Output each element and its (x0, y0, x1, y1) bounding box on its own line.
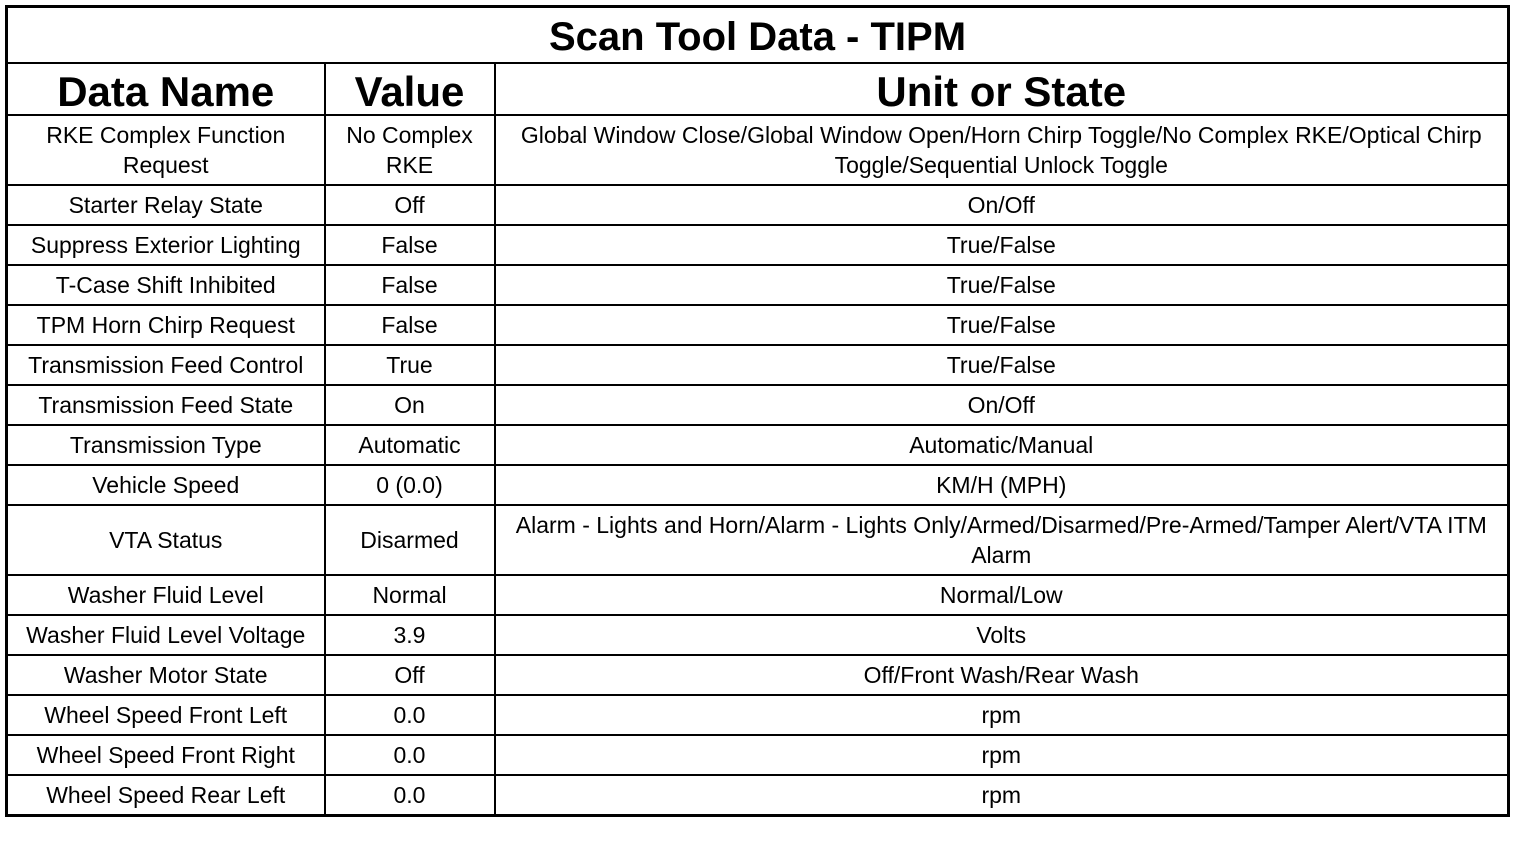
value-cell: 0.0 (325, 735, 495, 775)
data-name-cell: Suppress Exterior Lighting (7, 225, 325, 265)
value-cell: Normal (325, 575, 495, 615)
unit-cell: Volts (495, 615, 1509, 655)
table-row (7, 345, 1509, 385)
data-name-cell: Washer Motor State (7, 655, 325, 695)
unit-cell: Global Window Close/Global Window Open/Horn Chirp Toggle/No Complex RKE/Optical Chirp Toggle/Sequential Unlock Toggle (495, 115, 1509, 185)
table-row (7, 185, 1509, 225)
table-row (7, 735, 1509, 775)
unit-cell: On/Off (495, 185, 1509, 225)
unit-cell: Normal/Low (495, 575, 1509, 615)
value-cell: Automatic (325, 425, 495, 465)
table-body (7, 115, 1509, 816)
table-row (7, 505, 1509, 575)
value-cell: False (325, 265, 495, 305)
value-cell: Off (325, 185, 495, 225)
table-row (7, 425, 1509, 465)
value-cell: 0.0 (325, 775, 495, 816)
value-cell: 3.9 (325, 615, 495, 655)
column-header-value: Value (325, 63, 495, 115)
table-row (7, 575, 1509, 615)
data-name-cell: VTA Status (7, 505, 325, 575)
unit-cell: Automatic/Manual (495, 425, 1509, 465)
scan-tool-data-table (5, 5, 1510, 817)
column-header-data-name: Data Name (7, 63, 325, 115)
table-row (7, 775, 1509, 816)
table-title: Scan Tool Data - TIPM (7, 7, 1509, 64)
value-cell: True (325, 345, 495, 385)
data-name-cell: T-Case Shift Inhibited (7, 265, 325, 305)
unit-cell: True/False (495, 265, 1509, 305)
table-row (7, 115, 1509, 185)
table-row (7, 615, 1509, 655)
data-name-cell: Transmission Feed Control (7, 345, 325, 385)
data-name-cell: RKE Complex Function Request (7, 115, 325, 185)
value-cell: Off (325, 655, 495, 695)
data-name-cell: TPM Horn Chirp Request (7, 305, 325, 345)
data-name-cell: Wheel Speed Front Right (7, 735, 325, 775)
table-row (7, 465, 1509, 505)
table-row (7, 695, 1509, 735)
column-header-unit-or-state: Unit or State (495, 63, 1509, 115)
value-cell: 0.0 (325, 695, 495, 735)
data-name-cell: Vehicle Speed (7, 465, 325, 505)
unit-cell: True/False (495, 225, 1509, 265)
data-name-cell: Transmission Type (7, 425, 325, 465)
table-row (7, 305, 1509, 345)
unit-cell: KM/H (MPH) (495, 465, 1509, 505)
value-cell: False (325, 225, 495, 265)
data-name-cell: Wheel Speed Front Left (7, 695, 325, 735)
table-row (7, 385, 1509, 425)
unit-cell: rpm (495, 695, 1509, 735)
unit-cell: rpm (495, 775, 1509, 816)
unit-cell: Off/Front Wash/Rear Wash (495, 655, 1509, 695)
unit-cell: True/False (495, 305, 1509, 345)
data-name-cell: Starter Relay State (7, 185, 325, 225)
value-cell: On (325, 385, 495, 425)
table-row (7, 265, 1509, 305)
data-name-cell: Wheel Speed Rear Left (7, 775, 325, 816)
table-row (7, 225, 1509, 265)
data-name-cell: Transmission Feed State (7, 385, 325, 425)
table-row (7, 655, 1509, 695)
unit-cell: Alarm - Lights and Horn/Alarm - Lights Only/Armed/Disarmed/Pre-Armed/Tamper Alert/VTA ITM Alarm (495, 505, 1509, 575)
data-name-cell: Washer Fluid Level (7, 575, 325, 615)
value-cell: No Complex RKE (325, 115, 495, 185)
unit-cell: On/Off (495, 385, 1509, 425)
unit-cell: True/False (495, 345, 1509, 385)
unit-cell: rpm (495, 735, 1509, 775)
data-name-cell: Washer Fluid Level Voltage (7, 615, 325, 655)
value-cell: False (325, 305, 495, 345)
value-cell: 0 (0.0) (325, 465, 495, 505)
value-cell: Disarmed (325, 505, 495, 575)
